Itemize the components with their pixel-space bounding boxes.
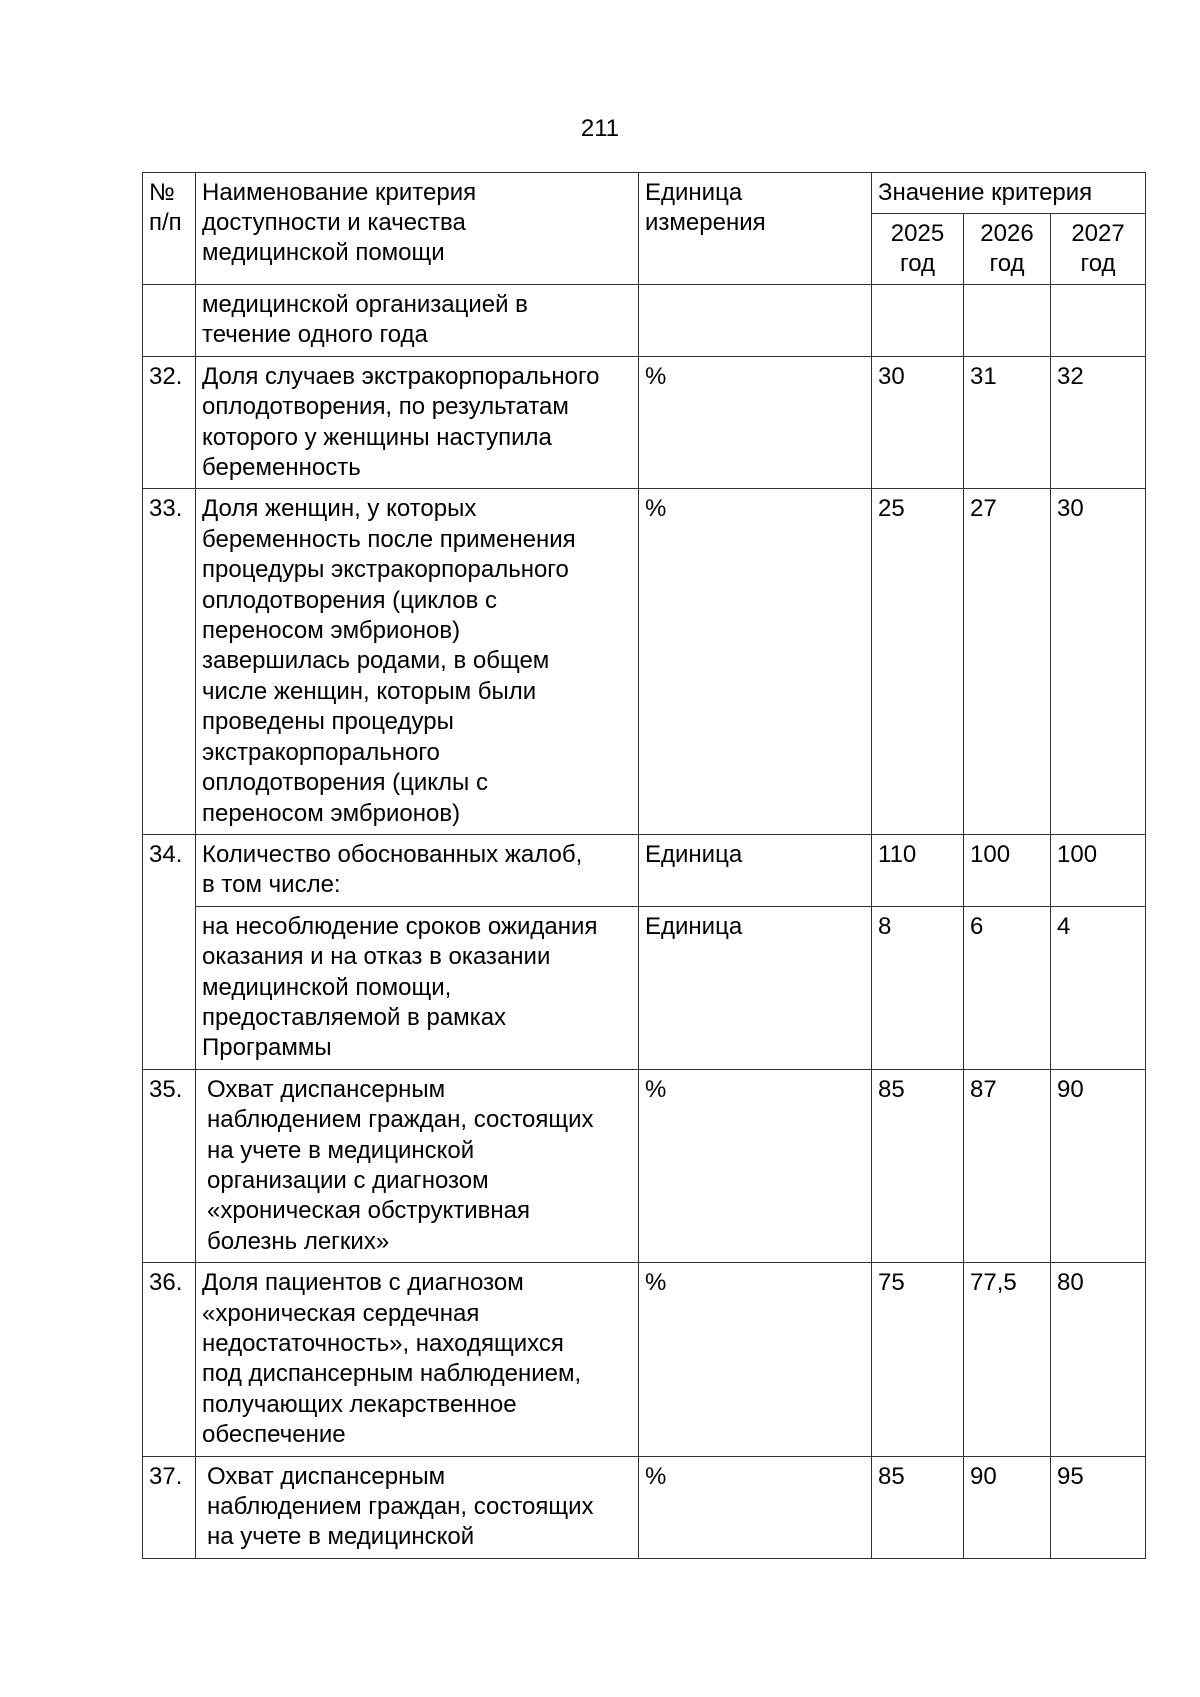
unit: Единица: [639, 906, 872, 1069]
unit: %: [639, 1069, 872, 1262]
value-2027: 4: [1051, 906, 1146, 1069]
value-2025: 25: [872, 489, 964, 834]
criterion-name: Охват диспансерным наблюдением граждан, состоящих на учете в медицинской организации с диагнозом «хроническая обструктивная болезнь легких»: [196, 1069, 639, 1262]
criterion-name: медицинской организацией в течение одного года: [196, 285, 639, 357]
table-row: [143, 489, 1146, 834]
header-year-2027: 2027 год: [1051, 214, 1146, 285]
value-2026: 27: [964, 489, 1051, 834]
header-unit: Единица измерения: [639, 173, 872, 285]
value-2026: 6: [964, 906, 1051, 1069]
criterion-name: Доля женщин, у которых беременность после применения процедуры экстракорпорального оплодотворения (циклов с переносом эмбрионов) завершилась родами, в общем числе женщин, которым были проведены процедуры экстракорпорального оплодотворения (циклы с переносом эмбрионов): [196, 489, 639, 834]
header-num: № п/п: [143, 173, 196, 285]
value-2025: 85: [872, 1456, 964, 1558]
table-row: [143, 1456, 1146, 1558]
table-row: [143, 285, 1146, 357]
table-row: [143, 834, 1146, 906]
unit: [639, 285, 872, 357]
table-row: [143, 1069, 1146, 1262]
header-year-2026: 2026 год: [964, 214, 1051, 285]
criterion-name: Доля пациентов с диагнозом «хроническая сердечная недостаточность», находящихся под диспансерным наблюдением, получающих лекарственное обеспечение: [196, 1263, 639, 1456]
value-2027: 30: [1051, 489, 1146, 834]
value-2026: 100: [964, 834, 1051, 906]
value-2025: 30: [872, 356, 964, 489]
value-2025: [872, 285, 964, 357]
value-2027: 90: [1051, 1069, 1146, 1262]
row-number: 34.: [143, 834, 196, 1069]
unit: %: [639, 356, 872, 489]
table-row: [143, 906, 1146, 1069]
row-number: 36.: [143, 1263, 196, 1456]
criteria-table: [142, 172, 1146, 1559]
page-number: 211: [580, 115, 620, 142]
value-2025: 110: [872, 834, 964, 906]
unit: Единица: [639, 834, 872, 906]
value-2025: 85: [872, 1069, 964, 1262]
criterion-name: Доля случаев экстракорпорального оплодотворения, по результатам которого у женщины наступила беременность: [196, 356, 639, 489]
value-2026: 90: [964, 1456, 1051, 1558]
value-2027: 95: [1051, 1456, 1146, 1558]
row-number: 35.: [143, 1069, 196, 1262]
header-criterion-name: Наименование критерия доступности и качества медицинской помощи: [196, 173, 639, 285]
table-header-row: [143, 173, 1146, 214]
header-year-2025: 2025 год: [872, 214, 964, 285]
unit: %: [639, 489, 872, 834]
criterion-name: Количество обоснованных жалоб, в том числе:: [196, 834, 639, 906]
value-2025: 8: [872, 906, 964, 1069]
row-number: 32.: [143, 356, 196, 489]
criterion-name: на несоблюдение сроков ожидания оказания и на отказ в оказании медицинской помощи, предоставляемой в рамках Программы: [196, 906, 639, 1069]
value-2026: [964, 285, 1051, 357]
row-number: 33.: [143, 489, 196, 834]
value-2026: 87: [964, 1069, 1051, 1262]
value-2027: 32: [1051, 356, 1146, 489]
criterion-name: Охват диспансерным наблюдением граждан, состоящих на учете в медицинской: [196, 1456, 639, 1558]
value-2026: 77,5: [964, 1263, 1051, 1456]
table-row: [143, 356, 1146, 489]
unit: %: [639, 1263, 872, 1456]
unit: %: [639, 1456, 872, 1558]
value-2025: 75: [872, 1263, 964, 1456]
value-2027: 100: [1051, 834, 1146, 906]
value-2026: 31: [964, 356, 1051, 489]
header-criterion-value: Значение критерия: [872, 173, 1146, 214]
value-2027: [1051, 285, 1146, 357]
row-number: [143, 285, 196, 357]
value-2027: 80: [1051, 1263, 1146, 1456]
table-row: [143, 1263, 1146, 1456]
row-number: 37.: [143, 1456, 196, 1558]
